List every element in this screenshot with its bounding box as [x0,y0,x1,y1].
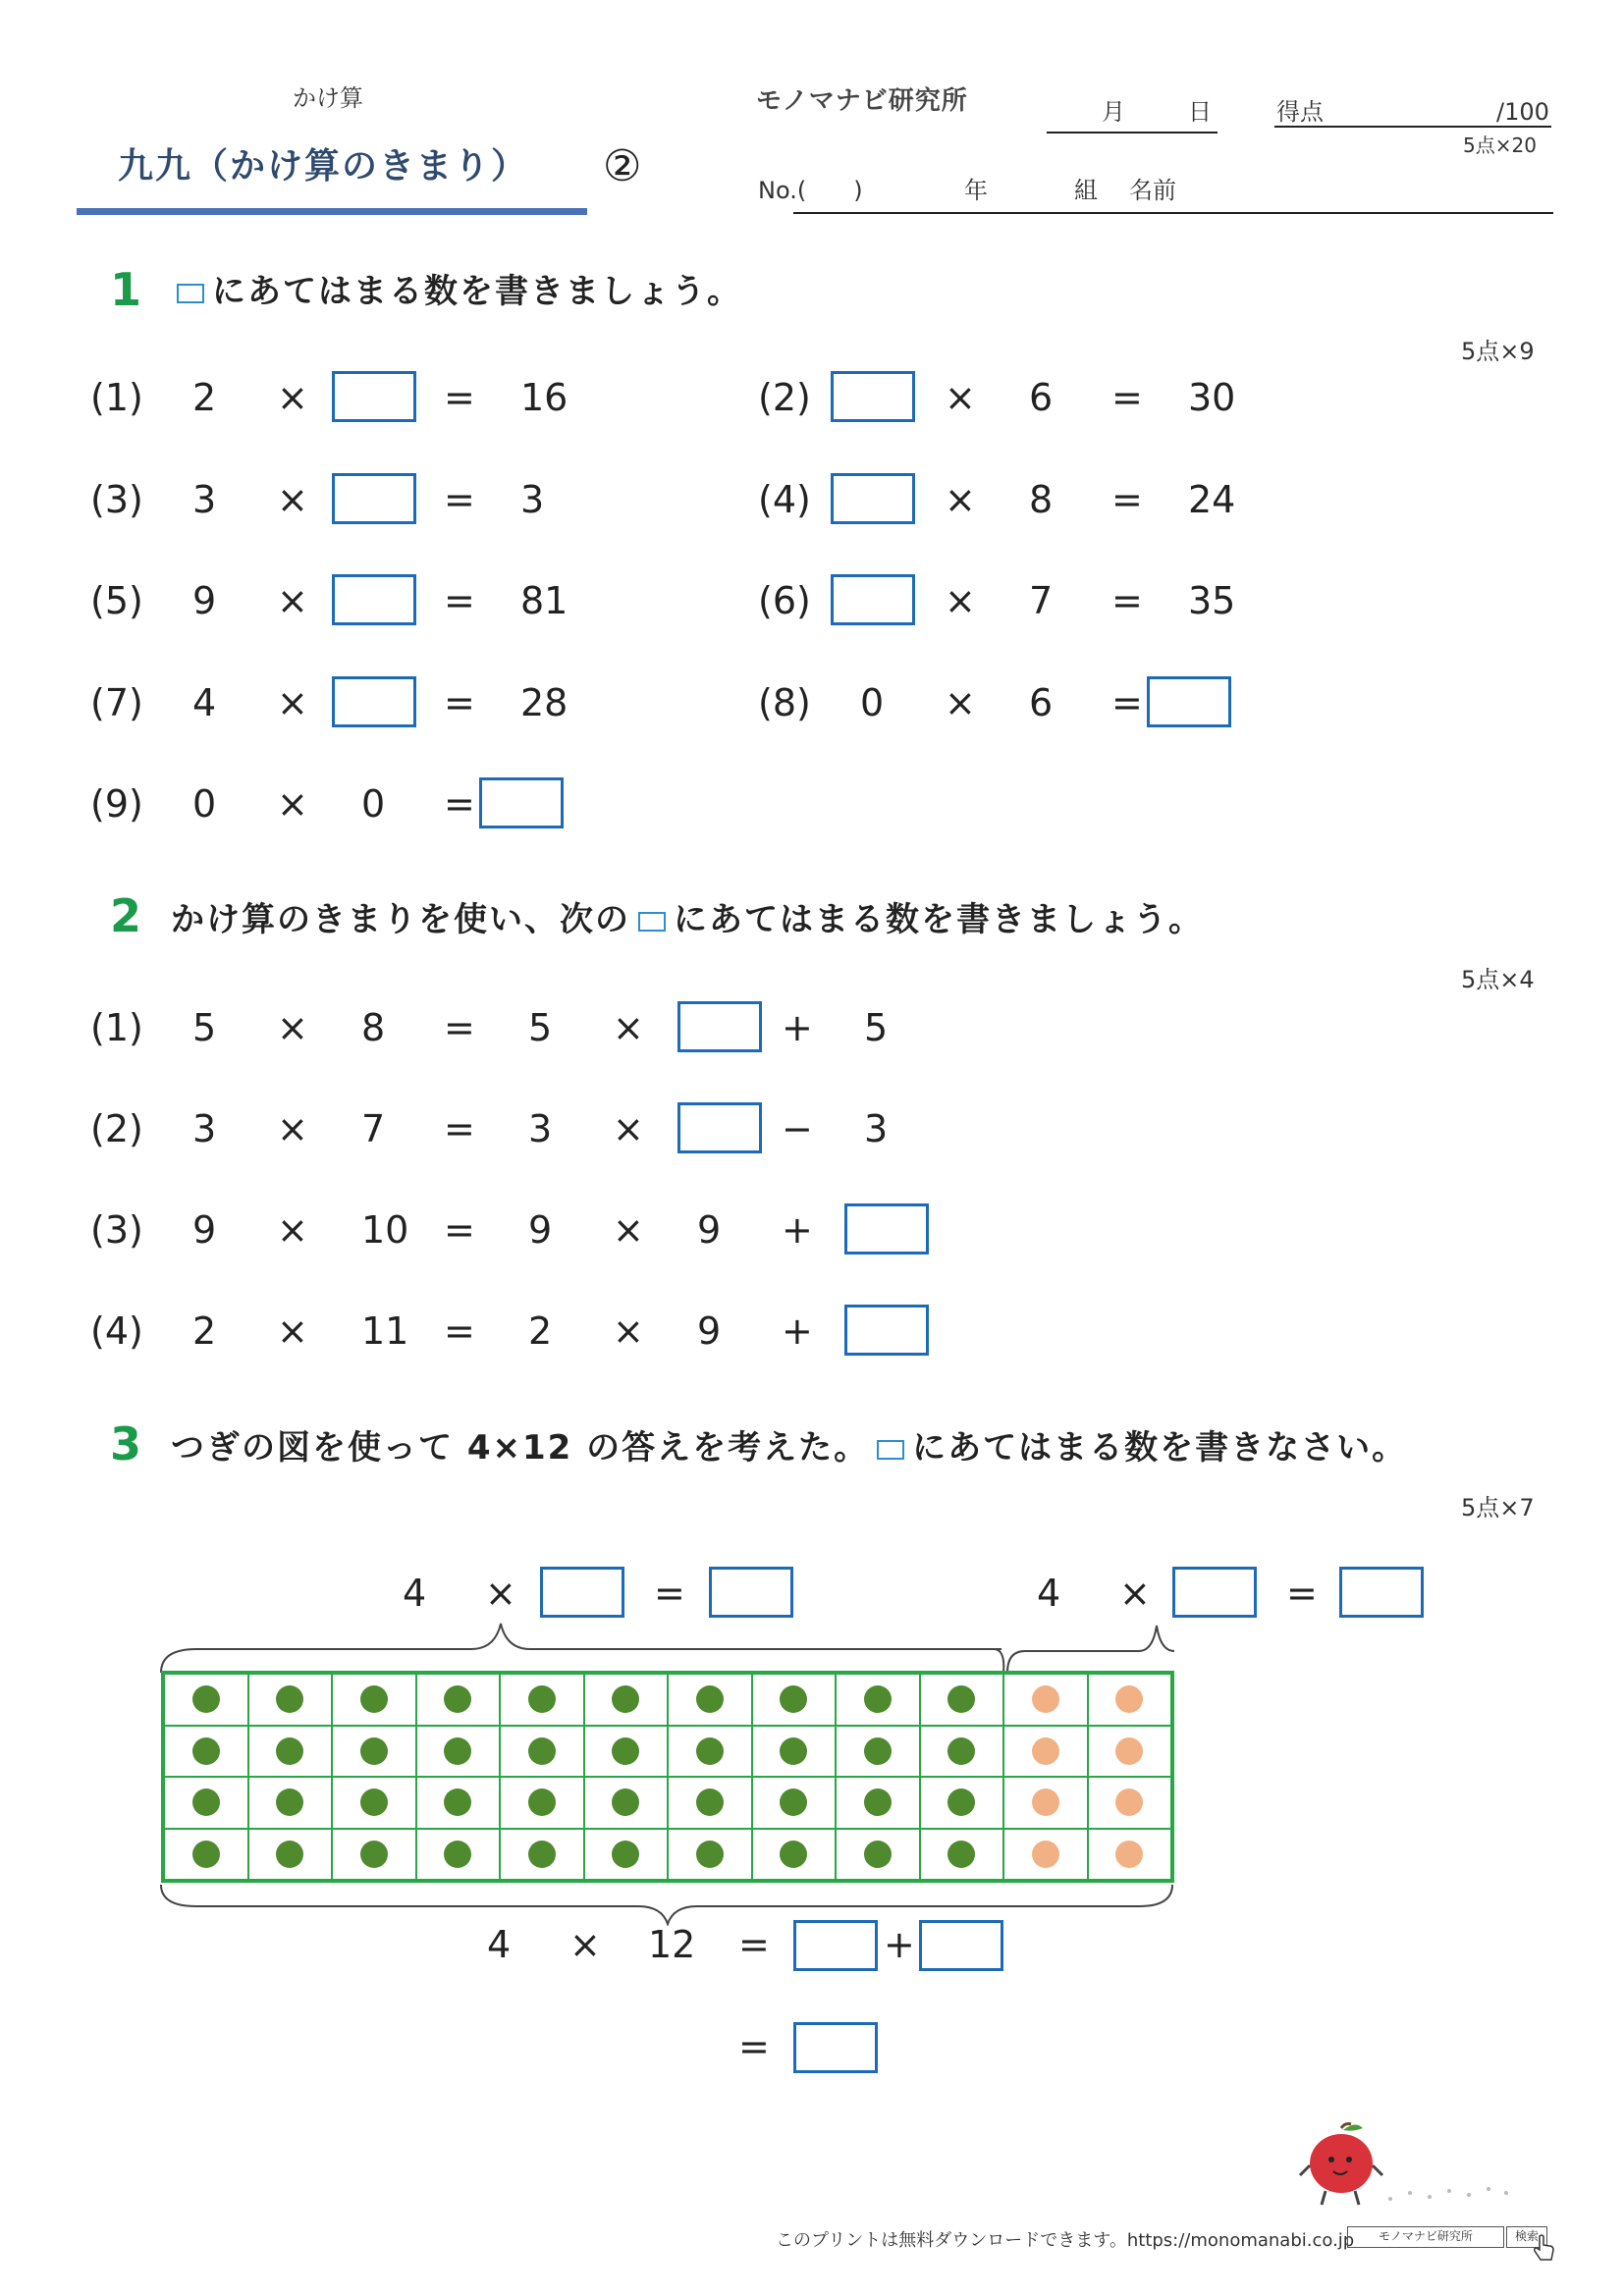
problem-a: 3 [192,478,217,521]
problem-label: (5) [90,579,143,622]
grid-cell [416,1674,501,1726]
problem-a: 4 [192,681,217,724]
problem-label: (4) [758,478,811,521]
grid-cell [1088,1829,1172,1881]
grid-cell [668,1674,752,1726]
green-dot [276,1685,303,1713]
problem-d: 9 [697,1208,722,1252]
problem-a: 0 [860,681,885,724]
question-3-text: つぎの図を使って 4×12 の答えを考えた。 にあてはまる数を書きなさい。 [171,1428,1408,1468]
grid-cell [836,1726,920,1778]
page-title: 九九（かけ算のきまり） [118,146,529,187]
green-dot [528,1841,556,1868]
green-dot [444,1685,471,1713]
grid-cell [752,1829,837,1881]
problem-op: × [277,376,308,419]
problem-a: 5 [192,1006,217,1049]
grid-cell [584,1777,669,1829]
green-dot [276,1789,303,1816]
top-left-factor: 4 [403,1572,427,1615]
answer-box[interactable] [831,371,915,422]
grid-cell [836,1674,920,1726]
peach-dot [1115,1841,1143,1868]
problem-a: 3 [192,1107,217,1150]
answer-box[interactable] [1147,676,1231,727]
bottom-brace [157,1883,1178,1926]
grid-cell [416,1777,501,1829]
green-dot [192,1685,220,1713]
peach-dot [1032,1841,1059,1868]
green-dot [780,1685,807,1713]
green-dot [528,1789,556,1816]
grid-cell [920,1674,1004,1726]
answer-box[interactable] [1172,1567,1257,1618]
grid-cell [500,1829,584,1881]
green-dot [780,1737,807,1765]
green-dot [780,1841,807,1868]
footer-search-box: モノマナビ研究所 [1347,2226,1504,2248]
grid-cell [1088,1674,1172,1726]
answer-box[interactable] [677,1102,762,1153]
grid-cell [500,1726,584,1778]
problem-eq: = [444,681,475,724]
green-dot [864,1685,892,1713]
month-label: 月 [1102,98,1125,126]
green-dot [192,1789,220,1816]
answer-box[interactable] [677,1001,762,1052]
grid-cell [1003,1674,1088,1726]
grid-cell [1003,1726,1088,1778]
grid-cell [164,1829,248,1881]
answer-box[interactable] [540,1567,624,1618]
problem-b: 8 [361,1006,386,1049]
problem-c: 3 [528,1107,553,1150]
problem-op1: × [277,1107,308,1150]
question-2-number: 2 [110,889,142,942]
grid-cell [164,1674,248,1726]
problem-eq: = [444,1309,475,1353]
problem-a: 9 [192,1208,217,1252]
grid-cell [248,1829,333,1881]
dot-array-grid [161,1671,1174,1883]
green-dot [864,1737,892,1765]
green-dot [947,1841,975,1868]
bottom-equals-2: = [738,2025,770,2068]
problem-a: 9 [192,579,217,622]
grid-cell [164,1726,248,1778]
answer-box[interactable] [709,1567,793,1618]
grid-cell [248,1726,333,1778]
green-dot [360,1685,388,1713]
problem-op1: × [277,1208,308,1252]
bottom-multiplier: 12 [648,1923,696,1966]
score-line [1274,126,1551,128]
answer-box[interactable] [1339,1567,1424,1618]
grid-cell [752,1674,837,1726]
answer-box[interactable] [332,371,416,422]
problem-c: 81 [520,579,568,622]
problem-op3: + [782,1309,813,1353]
answer-box[interactable] [332,676,416,727]
top-left-equals: = [654,1572,685,1615]
green-dot [192,1841,220,1868]
problem-label: (2) [90,1107,143,1150]
grid-cell [668,1829,752,1881]
problem-op2: × [613,1309,644,1353]
problem-op: × [277,681,308,724]
peach-dot [1032,1789,1059,1816]
problem-eq: = [444,376,475,419]
green-dot [947,1737,975,1765]
score-breakdown: 5点×20 [1463,133,1537,157]
top-right-times: × [1119,1572,1151,1615]
grid-cell [1003,1829,1088,1881]
problem-op1: × [277,1006,308,1049]
grid-cell [668,1777,752,1829]
answer-box[interactable] [831,473,915,524]
green-dot [360,1737,388,1765]
green-dot [528,1685,556,1713]
grid-cell [584,1674,669,1726]
green-dot [276,1841,303,1868]
grid-cell [920,1777,1004,1829]
problem-op: × [945,681,976,724]
apple-mascot-icon [1292,2120,1390,2211]
problem-b: 6 [1029,376,1054,419]
answer-box[interactable] [919,1920,1003,1971]
problem-op1: × [277,1309,308,1353]
grid-cell [1003,1777,1088,1829]
problem-label: (3) [90,478,143,521]
grid-cell [752,1726,837,1778]
problem-a: 2 [192,376,217,419]
grid-cell [248,1777,333,1829]
day-label: 日 [1188,98,1212,126]
problem-b: 10 [361,1208,409,1252]
problem-eq: = [444,579,475,622]
problem-c: 28 [520,681,568,724]
problem-op2: × [613,1107,644,1150]
hand-cursor-icon [1532,2234,1557,2264]
answer-box[interactable] [479,777,564,828]
blank-box-icon [877,1440,904,1460]
top-right-equals: = [1286,1572,1318,1615]
problem-op3: − [782,1107,813,1150]
problem-b: 6 [1029,681,1054,724]
answer-box[interactable] [332,473,416,524]
problem-op2: × [613,1208,644,1252]
grid-cell [920,1726,1004,1778]
problem-a: 2 [192,1309,217,1353]
peach-dot [1115,1789,1143,1816]
problem-op: × [277,579,308,622]
question-1-text: にあてはまる数を書きましょう。 [169,275,742,308]
grid-cell [920,1829,1004,1881]
top-brace-small [1005,1649,1178,1673]
question-3-number: 3 [110,1417,142,1470]
grid-cell [248,1674,333,1726]
footer-search-button: 検索 [1506,2226,1547,2248]
problem-eq: = [444,1006,475,1049]
problem-label: (1) [90,1006,143,1049]
grid-cell [332,1726,416,1778]
problem-label: (7) [90,681,143,724]
bottom-equals: = [738,1923,770,1966]
green-dot [612,1737,639,1765]
problem-eq: = [1111,681,1143,724]
grid-cell [332,1777,416,1829]
problem-c: 5 [528,1006,553,1049]
problem-label: (9) [90,782,143,826]
question-1-points: 5点×9 [1461,338,1535,365]
problem-eq: = [444,782,475,826]
problem-op: × [945,376,976,419]
bottom-factor: 4 [487,1923,512,1966]
green-dot [696,1737,724,1765]
green-dot [780,1789,807,1816]
green-dot [444,1789,471,1816]
problem-c: 2 [528,1309,553,1353]
problem-b: 7 [361,1107,386,1150]
blank-box-icon [177,284,204,303]
green-dot [612,1789,639,1816]
problem-d: 9 [697,1309,722,1353]
problem-eq: = [1111,376,1143,419]
green-dot [612,1841,639,1868]
problem-label: (4) [90,1309,143,1353]
grid-cell [164,1777,248,1829]
green-dot [528,1737,556,1765]
problem-eq: = [444,1208,475,1252]
no-label: No.( ) [758,177,863,204]
problem-e: 5 [864,1006,889,1049]
question-2-points: 5点×4 [1461,966,1535,993]
grid-cell [332,1829,416,1881]
problem-label: (8) [758,681,811,724]
problem-eq: = [444,1107,475,1150]
name-line [793,212,1553,214]
grid-cell [416,1726,501,1778]
problem-op: × [945,478,976,521]
problem-label: (3) [90,1208,143,1252]
problem-label: (6) [758,579,811,622]
brand-logo: モノマナビ研究所 [756,86,968,116]
score-total: /100 [1496,98,1549,126]
question-1-number: 1 [110,263,142,316]
top-brace-large [161,1624,1003,1673]
grid-cell [1088,1777,1172,1829]
green-dot [947,1685,975,1713]
grid-cell [752,1777,837,1829]
peach-dot [1115,1737,1143,1765]
grid-cell [584,1726,669,1778]
green-dot [947,1789,975,1816]
peach-dot [1032,1737,1059,1765]
green-dot [696,1685,724,1713]
answer-box[interactable] [793,2022,878,2073]
problem-e: 3 [864,1107,889,1150]
date-line [1047,132,1218,133]
bottom-times: × [569,1923,601,1966]
problem-eq: = [1111,579,1143,622]
grid-cell [668,1726,752,1778]
score-label: 得点 [1276,98,1324,126]
green-dot [696,1789,724,1816]
answer-box[interactable] [793,1920,878,1971]
problem-c: 16 [520,376,568,419]
peach-dot [1115,1685,1143,1713]
class-label: 組 [1074,177,1098,204]
problem-op3: + [782,1006,813,1049]
grid-cell [836,1829,920,1881]
name-label: 名前 [1129,177,1176,204]
green-dot [696,1841,724,1868]
grid-cell [500,1777,584,1829]
problem-op2: × [613,1006,644,1049]
problem-label: (1) [90,376,143,419]
title-underline [77,208,587,215]
problem-b: 7 [1029,579,1054,622]
problem-op: × [945,579,976,622]
grid-cell [584,1829,669,1881]
peach-dot [1032,1685,1059,1713]
problem-a: 0 [192,782,217,826]
problem-label: (2) [758,376,811,419]
bottom-plus: + [884,1923,915,1966]
problem-c: 30 [1188,376,1236,419]
answer-box[interactable] [844,1203,929,1255]
green-dot [864,1841,892,1868]
grid-cell [500,1674,584,1726]
worksheet-number: ② [603,141,642,191]
grid-cell [1088,1726,1172,1778]
answer-box[interactable] [831,574,915,625]
year-label: 年 [964,177,988,204]
footer-text: このプリントは無料ダウンロードできます。https://monomanabi.co.jp [776,2230,1355,2251]
green-dot [864,1789,892,1816]
green-dot [192,1737,220,1765]
green-dot [276,1737,303,1765]
top-brace-group [157,1620,1178,1675]
question-3-points: 5点×7 [1461,1494,1535,1522]
grid-cell [416,1829,501,1881]
grid-cell [332,1674,416,1726]
problem-c: 3 [520,478,545,521]
green-dot [360,1789,388,1816]
problem-op: × [277,782,308,826]
answer-box[interactable] [844,1305,929,1356]
problem-b: 11 [361,1309,409,1353]
subject-label: かけ算 [293,84,363,112]
problem-c: 35 [1188,579,1236,622]
green-dot [360,1841,388,1868]
top-right-factor: 4 [1037,1572,1061,1615]
green-dot [444,1841,471,1868]
question-2-text: かけ算のきまりを使い、次の にあてはまる数を書きましょう。 [171,900,1204,939]
green-dot [444,1737,471,1765]
problem-c: 9 [528,1208,553,1252]
green-dot [612,1685,639,1713]
answer-box[interactable] [332,574,416,625]
problem-b: 0 [361,782,386,826]
problem-b: 8 [1029,478,1054,521]
footprints-icon [1384,2181,1512,2205]
problem-eq: = [444,478,475,521]
top-brace-small-visible [1007,1626,1174,1673]
blank-box-icon [638,912,666,932]
grid-cell [836,1777,920,1829]
problem-op3: + [782,1208,813,1252]
problem-eq: = [1111,478,1143,521]
problem-c: 24 [1188,478,1236,521]
problem-op: × [277,478,308,521]
top-left-times: × [485,1572,516,1615]
